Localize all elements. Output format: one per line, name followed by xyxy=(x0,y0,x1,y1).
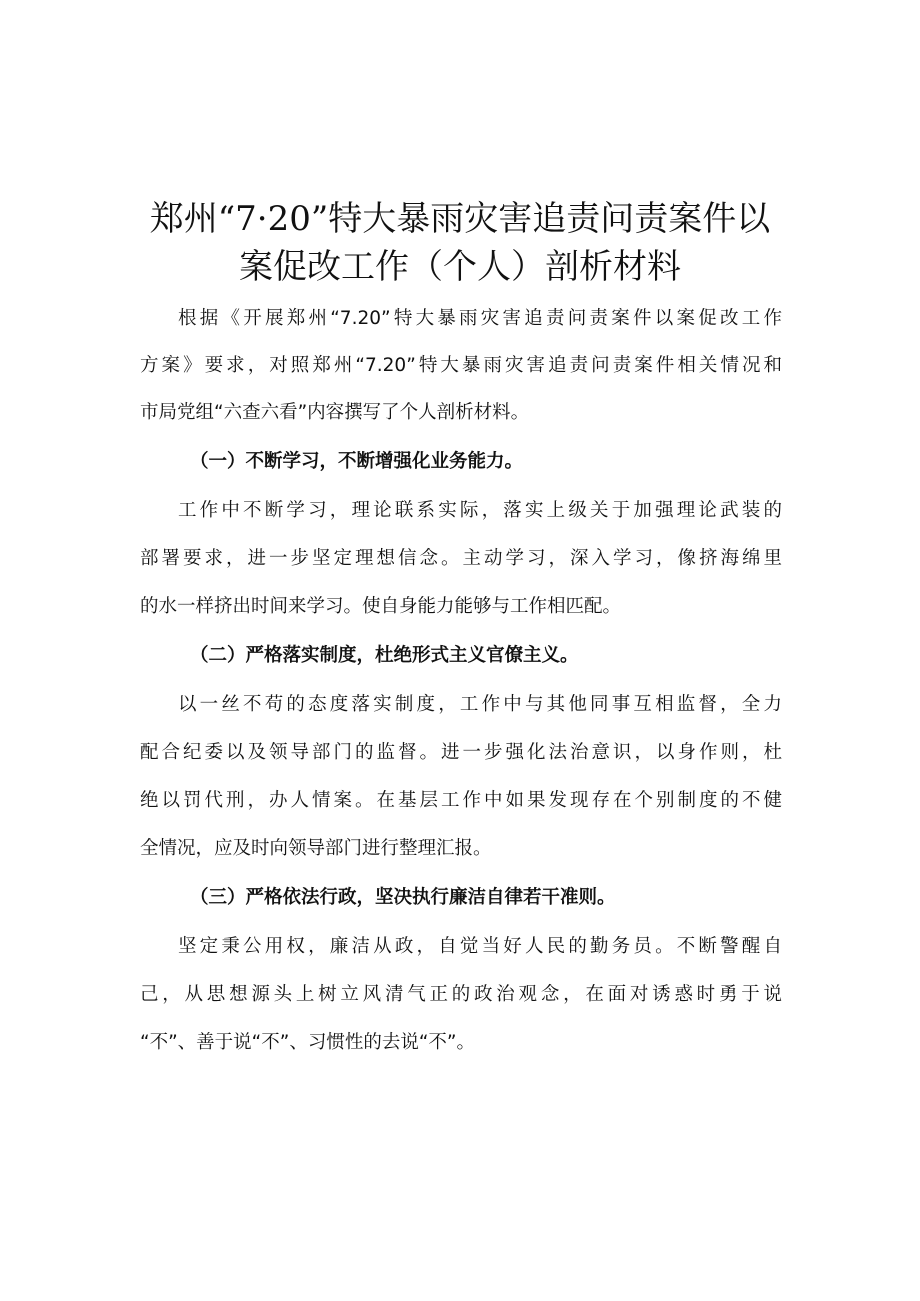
intro-line-1: 根据《开展郑州“7.20”特大暴雨灾害追责问责案件以案促改工作 xyxy=(178,308,782,329)
intro-line-2: 方案》要求，对照郑州“7.20”特大暴雨灾害追责问责案件相关情况和 xyxy=(140,355,782,376)
section-1-line-1: 工作中不断学习，理论联系实际，落实上级关于加强理论武装的 xyxy=(178,500,782,521)
section-2-line-3: 绝以罚代刑，办人情案。在基层工作中如果发现存在个别制度的不健 xyxy=(140,790,782,811)
section-3-line-1: 坚定秉公用权，廉洁从政，自觉当好人民的勤务员。不断警醒自 xyxy=(178,936,782,957)
section-1-line-2: 部署要求，进一步坚定理想信念。主动学习，深入学习，像挤海绵里 xyxy=(140,548,782,569)
section-2-line-1: 以一丝不苟的态度落实制度，工作中与其他同事互相监督，全力 xyxy=(178,694,782,715)
section-1-line-3: 的水一样挤出时间来学习。使自身能力能够与工作相匹配。 xyxy=(140,596,622,617)
document-title-line-1: 郑州“7·20”特大暴雨灾害追责问责案件以 xyxy=(149,199,771,239)
section-3-heading: （三）严格依法行政，坚决执行廉洁自律若干准则。 xyxy=(190,887,616,908)
section-2-line-2: 配合纪委以及领导部门的监督。进一步强化法治意识，以身作则，杜 xyxy=(140,742,782,763)
section-3-line-2: 己，从思想源头上树立风清气正的政治观念，在面对诱惑时勇于说 xyxy=(140,984,782,1005)
section-1-heading: （一）不断学习，不断增强化业务能力。 xyxy=(190,451,524,472)
section-2-line-4: 全情况，应及时向领导部门进行整理汇报。 xyxy=(140,838,492,859)
document-title-line-2: 案促改工作（个人）剖析材料 xyxy=(239,247,681,287)
section-3-line-3: “不”、善于说“不”、习惯性的去说“不”。 xyxy=(140,1032,476,1053)
section-2-heading: （二）严格落实制度，杜绝形式主义官僚主义。 xyxy=(190,645,579,666)
intro-line-3: 市局党组“六查六看”内容撰写了个人剖析材料。 xyxy=(140,402,530,423)
